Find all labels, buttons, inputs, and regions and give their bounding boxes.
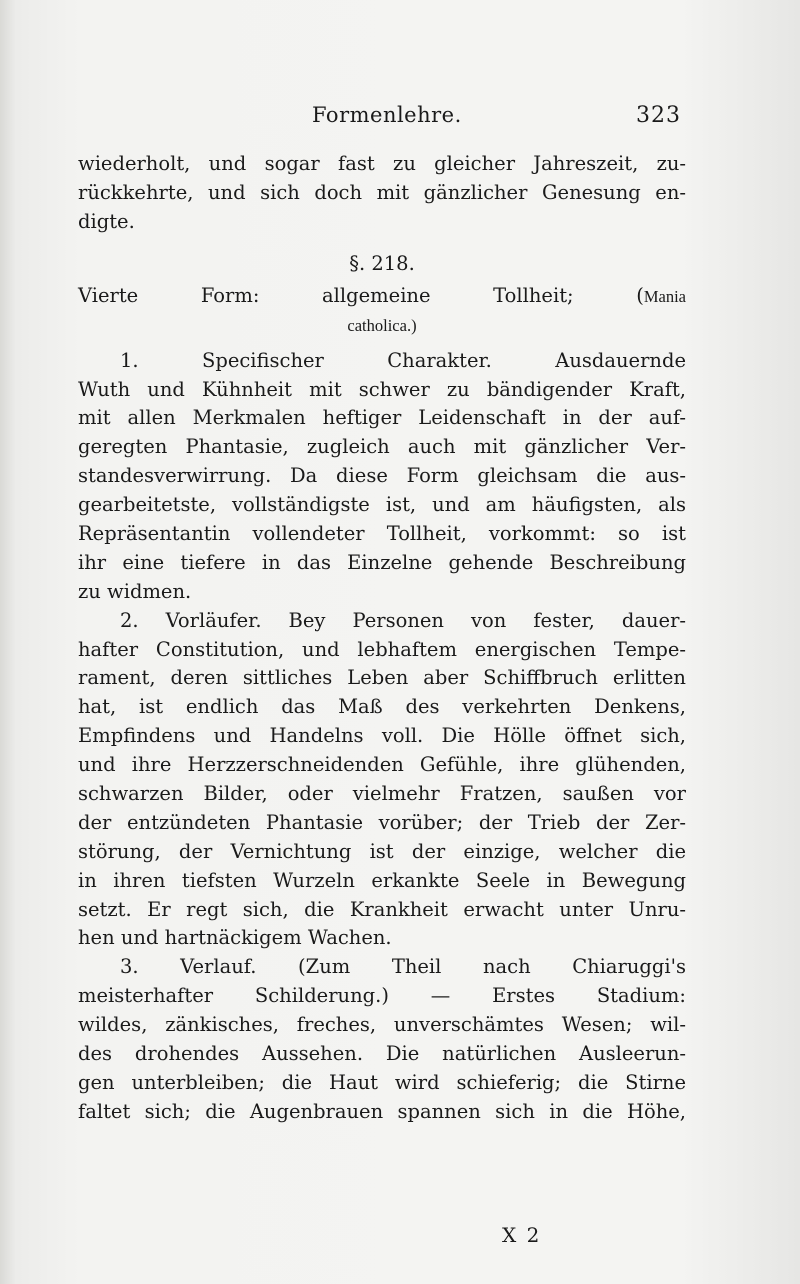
text-line: schwarzen Bilder, oder vielmehr Fratzen, saußen vor (78, 782, 686, 806)
section-heading-continuation: catholica.) (347, 315, 417, 335)
text-line: hen und hartnäckigem Wachen. (78, 926, 392, 950)
section-number: §. 218. (349, 251, 415, 275)
section-heading (78, 281, 686, 341)
text-line: 1. Specifischer Charakter. Ausdauernde (120, 348, 686, 372)
text-line: zu widmen. (78, 579, 192, 603)
text-line: hafter Constitution, und lebhaftem energischen Tempe- (78, 637, 686, 661)
text-line: Wuth und Kühnheit mit schwer zu bändigender Kraft, (78, 377, 686, 401)
paragraph-course (78, 953, 686, 1126)
text-line: gearbeitetste, vollständigste ist, und am häufigsten, als (78, 493, 686, 517)
text-line: störung, der Vernichtung ist der einzige, welcher die (78, 839, 686, 863)
text-line: mit allen Merkmalen heftiger Leidenschaft in der auf- (78, 406, 686, 430)
text-line: und ihre Herzzerschneidenden Gefühle, ihre glühenden, (78, 753, 686, 777)
paragraph-intro (78, 150, 686, 237)
paragraph-precursors (78, 607, 686, 954)
text-line: rament, deren sittliches Leben aber Schiffbruch erlitten (78, 666, 686, 690)
text-line: ihr eine tiefere in das Einzelne gehende Beschreibung (78, 550, 686, 574)
text-line: geregten Phantasie, zugleich auch mit gänzlicher Ver- (78, 435, 686, 459)
text-line: rückkehrte, und sich doch mit gänzlicher Genesung en- (78, 180, 686, 204)
text-line: 2. Vorläufer. Bey Personen von fester, dauer- (120, 608, 686, 632)
body-text (78, 150, 686, 1127)
text-line: digte. (78, 209, 135, 233)
text-line: des drohendes Aussehen. Die natürlichen Ausleerun- (78, 1042, 686, 1066)
text-line: gen unterbleiben; die Haut wird schieferig; die Stirne (78, 1070, 686, 1094)
text-line: meisterhafter Schilderung.) — Erstes Stadium: (78, 984, 686, 1008)
text-line: hat, ist endlich das Maß des verkehrten Denkens, (78, 695, 686, 719)
text-line: in ihren tiefsten Wurzeln erkankte Seele in Bewegung (78, 868, 686, 892)
page-header (0, 103, 800, 137)
running-title: Formenlehre. (312, 103, 462, 127)
text-line: faltet sich; die Augenbrauen spannen sich in die Höhe, (78, 1099, 686, 1123)
section-heading-line (78, 281, 686, 311)
page-number: 323 (636, 103, 681, 128)
text-line: wildes, zänkisches, freches, unverschämtes Wesen; wil- (78, 1013, 686, 1037)
text-line: standesverwirrung. Da diese Form gleichsam die aus- (78, 464, 686, 488)
text-line: Repräsentantin vollendeter Tollheit, vorkommt: so ist (78, 522, 686, 546)
printer-signature-mark: X 2 (502, 1223, 542, 1247)
text-line: Empfindens und Handelns voll. Die Hölle öffnet sich, (78, 724, 686, 748)
text-line: 3. Verlauf. (Zum Theil nach Chiaruggi's (120, 955, 686, 979)
section-heading-latin: Mania (643, 286, 686, 306)
text-line: wiederholt, und sogar fast zu gleicher Jahreszeit, zu- (78, 152, 686, 175)
paragraph-specific-character (78, 347, 686, 607)
section-heading-text: Vierte Form: allgemeine Tollheit; ( (78, 283, 644, 307)
text-line: setzt. Er regt sich, die Krankheit erwacht unter Unru- (78, 897, 686, 921)
text-line: der entzündeten Phantasie vorüber; der Trieb der Zer- (78, 810, 686, 834)
